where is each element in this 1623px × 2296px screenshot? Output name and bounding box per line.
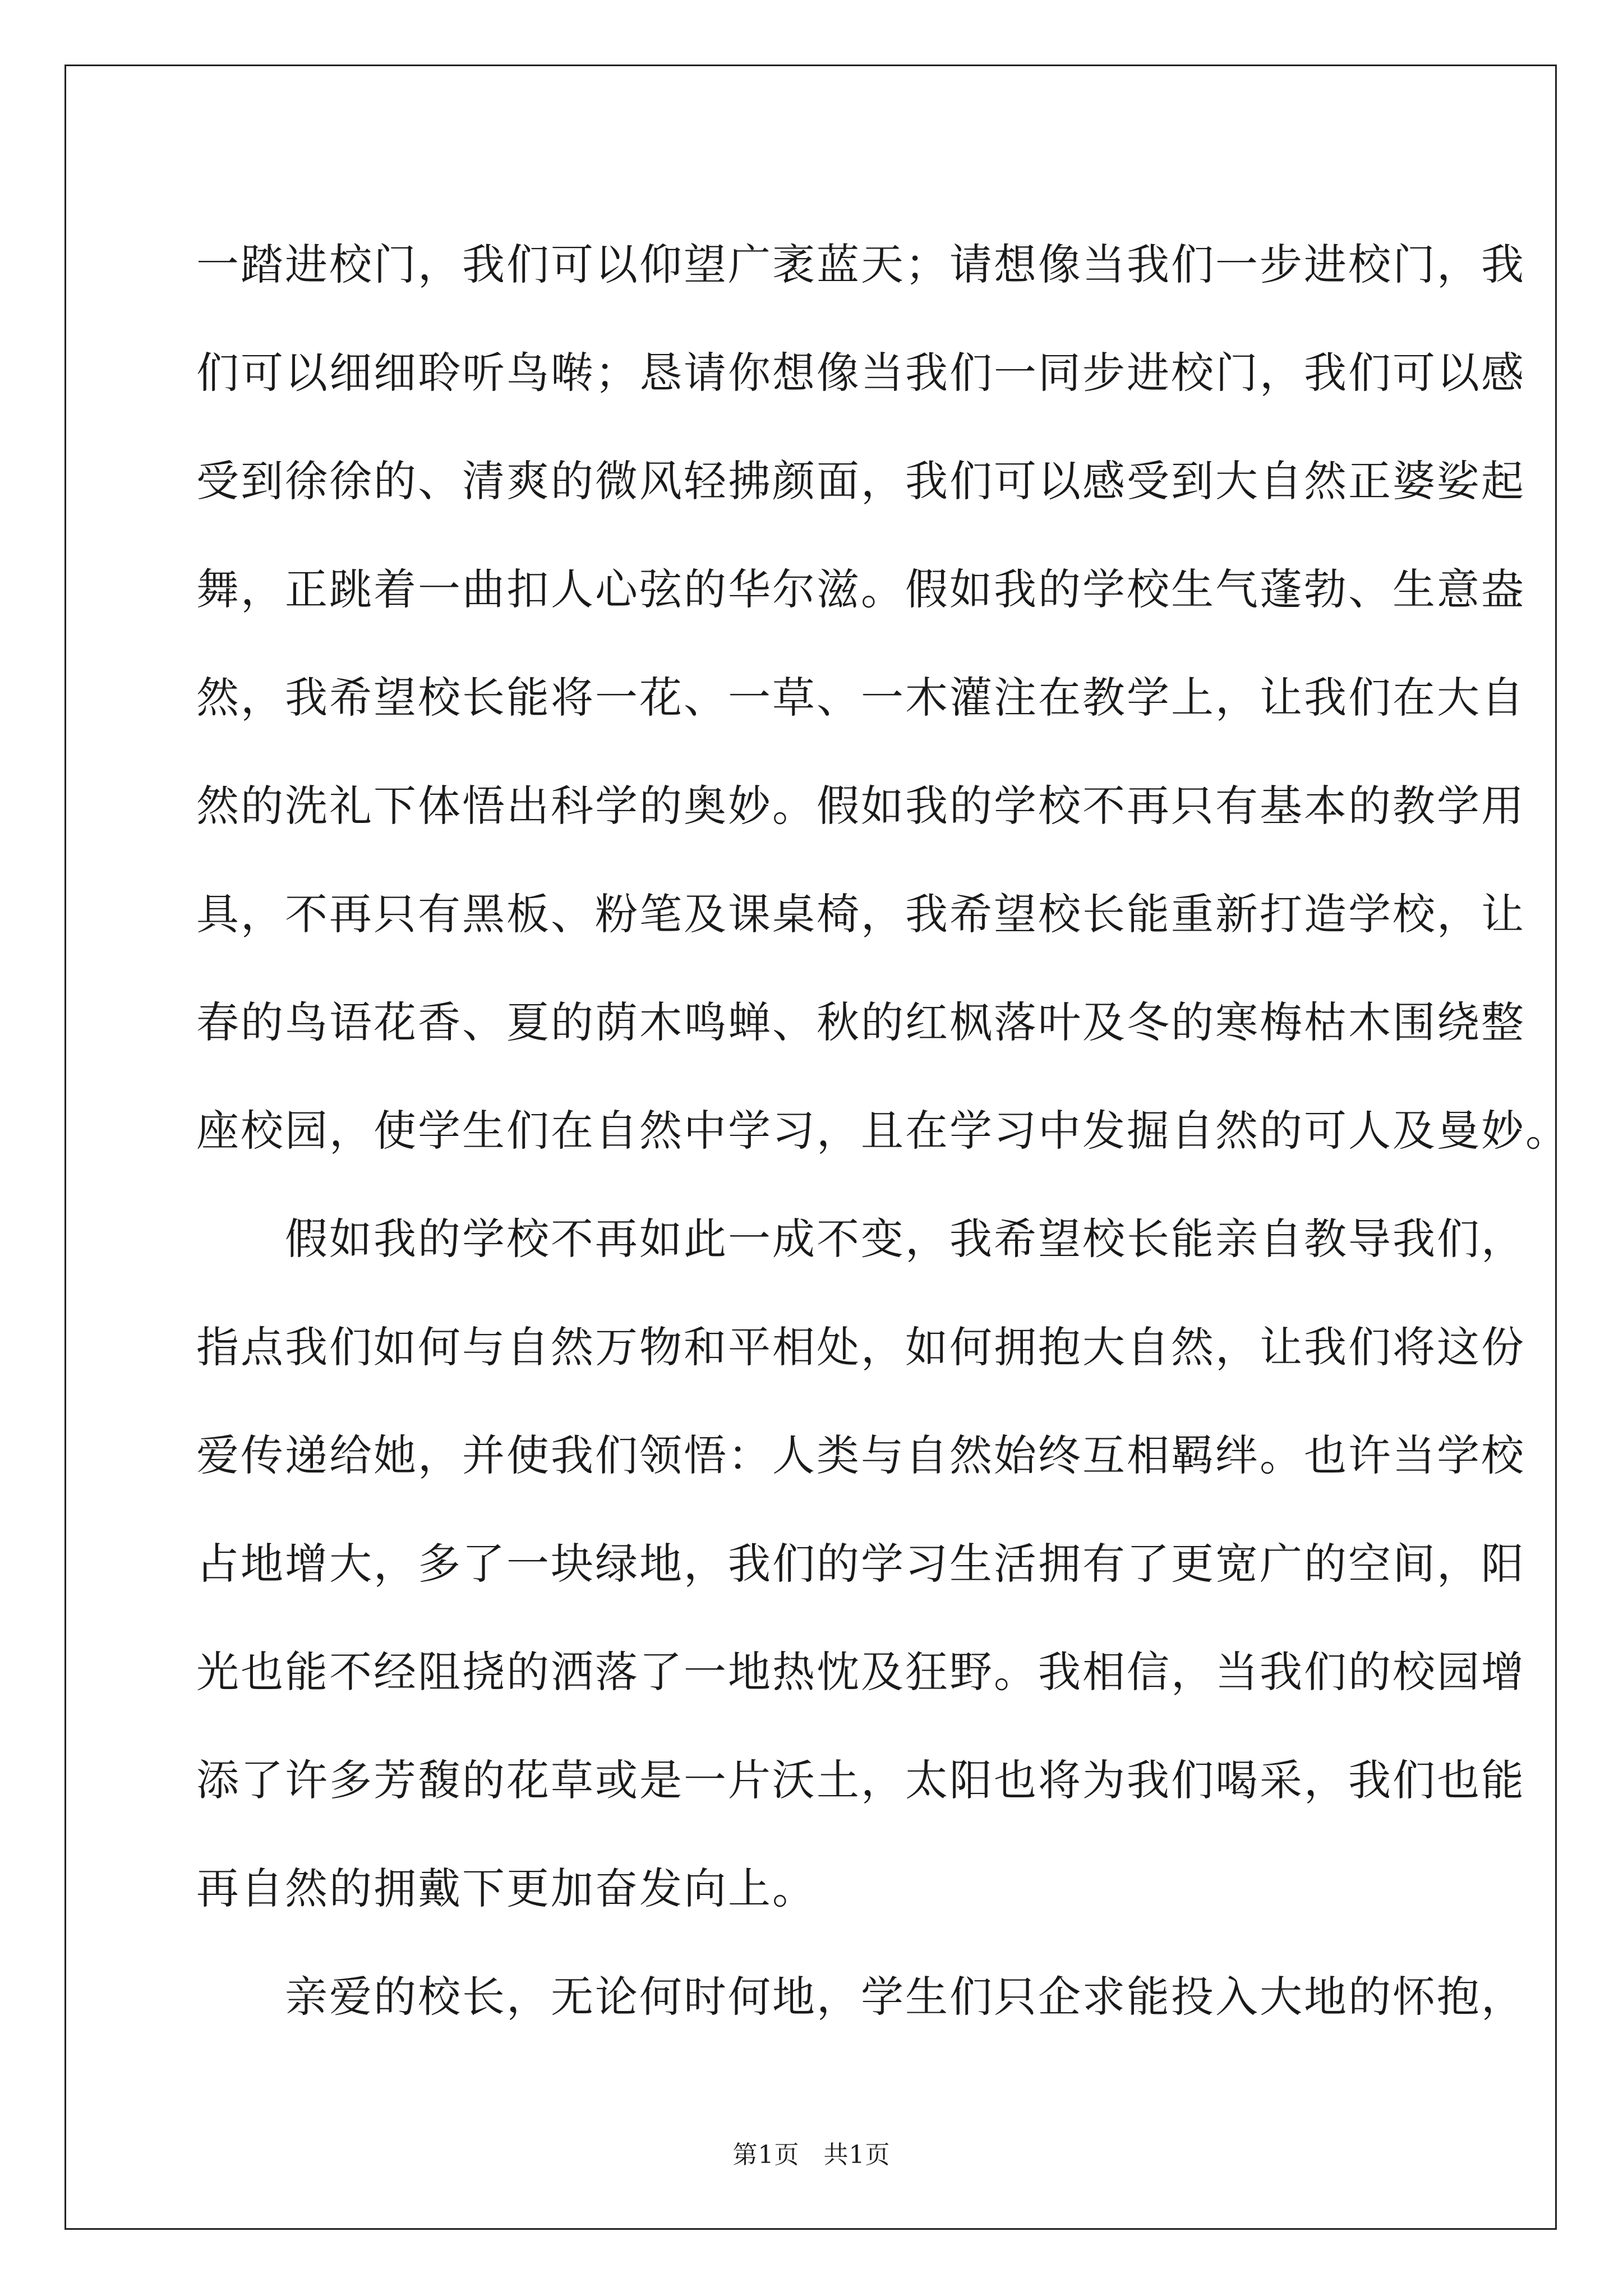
page-number: 第1页: [732, 2141, 800, 2169]
text-line: 指点我们如何与自然万物和平相处，如何拥抱大自然，让我们将这份: [196, 1322, 1525, 1372]
text-line: 春的鸟语花香、夏的荫木鸣蝉、秋的红枫落叶及冬的寒梅枯木围绕整: [196, 997, 1525, 1047]
text-line: 亲爱的校长，无论何时何地，学生们只企求能投入大地的怀抱，: [196, 1972, 1525, 2022]
text-line: 再自然的拥戴下更加奋发向上。: [196, 1864, 817, 1913]
page-footer: [0, 2134, 1623, 2170]
page-total: 共1页: [823, 2141, 891, 2169]
text-line: 光也能不经阻挠的洒落了一地热忱及狂野。我相信，当我们的校园增: [196, 1647, 1525, 1697]
document-body: [196, 210, 1570, 2051]
text-line: 舞，正跳着一曲扣人心弦的华尔滋。假如我的学校生气蓬勃、生意盎: [196, 564, 1525, 614]
paragraph-2: [196, 1185, 1525, 1943]
text-line: 然的洗礼下体悟出科学的奥妙。假如我的学校不再只有基本的教学用: [196, 781, 1525, 831]
text-line: 受到徐徐的、清爽的微风轻拂颜面，我们可以感受到大自然正婆娑起: [196, 456, 1525, 506]
text-line: 假如我的学校不再如此一成不变，我希望校长能亲自教导我们，: [196, 1214, 1525, 1264]
paragraph-1: [196, 210, 1570, 1185]
text-line: 占地增大，多了一块绿地，我们的学习生活拥有了更宽广的空间，阳: [196, 1539, 1525, 1589]
text-line: 们可以细细聆听鸟啭；恳请你想像当我们一同步进校门，我们可以感: [196, 348, 1525, 398]
text-line: 一踏进校门，我们可以仰望广袤蓝天；请想像当我们一步进校门，我: [196, 240, 1525, 289]
paragraph-3: [196, 1943, 1525, 2051]
text-line: 添了许多芳馥的花草或是一片沃土，太阳也将为我们喝采，我们也能: [196, 1755, 1525, 1805]
text-line: 然，我希望校长能将一花、一草、一木灌注在教学上，让我们在大自: [196, 673, 1525, 723]
text-line: 座校园，使学生们在自然中学习，且在学习中发掘自然的可人及曼妙。: [196, 1106, 1570, 1156]
text-line: 具，不再只有黑板、粉笔及课桌椅，我希望校长能重新打造学校，让: [196, 889, 1525, 939]
text-line: 爱传递给她，并使我们领悟：人类与自然始终互相羁绊。也许当学校: [196, 1430, 1525, 1480]
